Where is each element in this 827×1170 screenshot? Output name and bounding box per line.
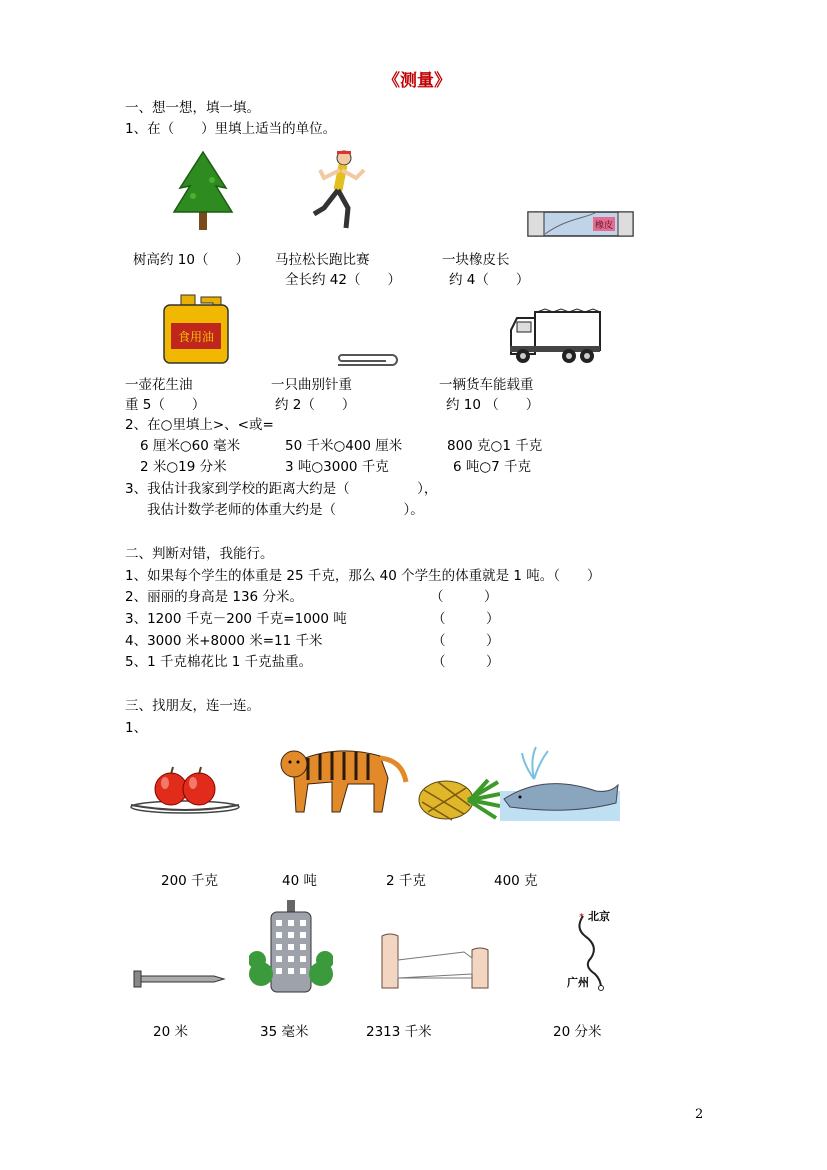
nail-icon (132, 968, 226, 990)
judge-item-5: 5、1 千克棉花比 1 千克盐重。 (125, 654, 313, 670)
q1-item-truck-line2: 约 10 （ ） (446, 397, 540, 413)
judge-item-4: 4、3000 米+8000 米=11 千米 (125, 633, 323, 649)
judge-item-4-paren: （ ） (432, 633, 500, 649)
distance-value: 35 毫米 (260, 1024, 309, 1040)
compare-item: 50 千米○400 厘米 (285, 438, 403, 454)
q1-item-eraser-line1: 一块橡皮长 (442, 252, 510, 268)
section-3-heading: 三、找朋友，连一连。 (125, 698, 260, 714)
page-title: 《测量》 (383, 71, 451, 91)
q1-item-truck-line1: 一辆货车能载重 (439, 377, 534, 393)
question-1-3-line2: 我估计数学老师的体重大约是（ ）。 (147, 502, 424, 518)
svg-text:橡皮: 橡皮 (594, 221, 614, 231)
q1-item-eraser-line2: 约 4（ ） (449, 272, 530, 288)
pineapple-icon (418, 778, 500, 822)
compare-item: 6 吨○7 千克 (453, 459, 532, 475)
page-number: 2 (695, 1107, 704, 1122)
weight-value: 40 吨 (282, 873, 317, 889)
runner-icon (310, 148, 370, 234)
building-icon (249, 898, 333, 994)
question-1-2-text: 2、在○里填上>、<或= (125, 417, 274, 433)
map-route-icon (561, 906, 645, 992)
compare-item: 3 吨○3000 千克 (285, 459, 389, 475)
svg-text:北京: 北京 (588, 910, 610, 923)
q1-item-marathon-line2: 全长约 42（ ） (285, 272, 401, 288)
svg-text:食用油: 食用油 (177, 330, 215, 344)
q1-item-clip-line1: 一只曲别针重 (271, 377, 352, 393)
oil-can-icon (161, 293, 231, 365)
compare-item: 800 克○1 千克 (447, 438, 543, 454)
apples-icon (129, 765, 241, 815)
bed-icon (378, 932, 492, 990)
question-3-1-label: 1、 (125, 720, 148, 736)
distance-value: 20 分米 (553, 1024, 602, 1040)
judge-item-2-paren: （ ） (430, 589, 498, 605)
eraser-icon (527, 208, 634, 238)
question-1-1-text: 1、在（ ）里填上适当的单位。 (125, 121, 337, 137)
tree-icon (168, 150, 238, 232)
section-2-heading: 二、判断对错，我能行。 (125, 546, 274, 562)
q1-item-tree-text: 树高约 10（ ） (133, 252, 249, 268)
weight-value: 400 克 (494, 873, 538, 889)
paper-clip-icon (332, 352, 400, 368)
q1-item-marathon-line1: 马拉松长跑比赛 (275, 252, 370, 268)
distance-value: 20 米 (153, 1024, 188, 1040)
judge-item-3: 3、1200 千克－200 千克=1000 吨 (125, 611, 347, 627)
judge-item-2: 2、丽丽的身高是 136 分米。 (125, 589, 303, 605)
weight-value: 200 千克 (161, 873, 219, 889)
q1-item-oil-line1: 一壶花生油 (125, 377, 193, 393)
compare-item: 2 米○19 分米 (140, 459, 227, 475)
judge-item-3-paren: （ ） (432, 611, 500, 627)
compare-item: 6 厘米○60 毫米 (140, 438, 241, 454)
weight-value: 2 千克 (386, 873, 426, 889)
svg-text:广州: 广州 (567, 976, 589, 989)
tiger-icon (278, 738, 410, 816)
question-1-3-line1: 3、我估计我家到学校的距离大约是（ ）， (125, 481, 438, 497)
q1-item-oil-line2: 重 5（ ） (125, 397, 206, 413)
svg-text:*: * (579, 912, 584, 923)
section-1-heading: 一、想一想，填一填。 (125, 100, 260, 116)
judge-item-5-paren: （ ） (432, 654, 500, 670)
q1-item-clip-line2: 约 2（ ） (275, 397, 356, 413)
whale-icon (500, 745, 620, 821)
distance-value: 2313 千米 (366, 1024, 432, 1040)
judge-item-1: 1、如果每个学生的体重是 25 千克，那么 40 个学生的体重就是 1 吨。（ ） (125, 568, 601, 584)
truck-icon (507, 308, 602, 366)
